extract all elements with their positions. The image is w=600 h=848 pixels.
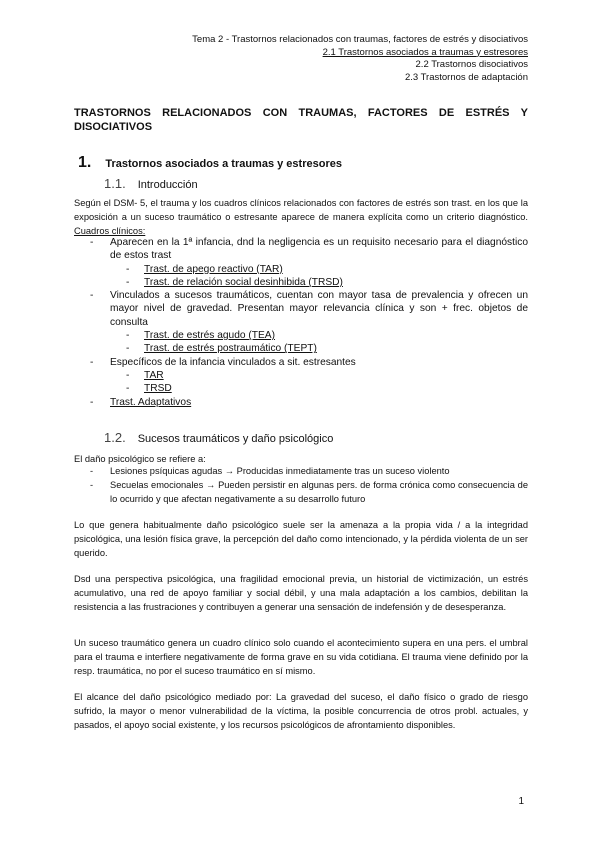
sub-list-item[interactable]: - Trast. de apego reactivo (TAR) — [90, 263, 528, 276]
sub-list-item[interactable]: - Trast. de estrés agudo (TEA) — [90, 329, 528, 342]
header-line-2[interactable]: 2.1 Trastornos asociados a traumas y estresores — [322, 46, 528, 58]
subsection-number: 1.2. — [104, 430, 126, 445]
header-line-4: 2.3 Trastornos de adaptación — [404, 71, 528, 83]
list-item: - Secuelas emocionales → Pueden persistir en algunas pers. de forma crónica como consecuencia de lo ocurrido y que afectan negativamente a su desarrollo futuro — [90, 478, 528, 506]
sub-list-item[interactable]: - Trast. de relación social desinhibida (TRSD) — [90, 276, 528, 289]
title-line-2: DISOCIATIVOS — [74, 121, 153, 133]
document-title — [74, 106, 528, 134]
page-header — [192, 34, 528, 84]
list-item: - Aparecen en la 1ª infancia, dnd la negligencia es un requisito necesario para el diagnóstico de estos trast — [90, 236, 528, 263]
sub-list-item[interactable]: - Trast. de estrés postraumático (TEPT) — [90, 342, 528, 355]
sub-list-item[interactable]: - TAR — [90, 369, 528, 382]
sub-list-item[interactable]: - TRSD — [90, 382, 528, 395]
header-line-3: 2.2 Trastornos disociativos — [415, 59, 528, 70]
list-item: - Específicos de la infancia vinculados a sit. estresantes — [90, 356, 528, 369]
page-number: 1 — [518, 796, 524, 807]
dano-list — [90, 464, 528, 506]
subsection-1-2-heading — [104, 430, 333, 445]
paragraph-3: Un suceso traumático genera un cuadro clínico solo cuando el acontecimiento supera en una pers. el umbral para el trauma e interfiere negativamente de forma grave en su vida cotidiana. El trauma viene definido por la resp. traumática, no por el suceso traumático en sí mismo. — [74, 638, 528, 676]
paragraph-1: Lo que genera habitualmente daño psicológico suele ser la amenaza a la propia vida / a la integridad psicológica, una lesión física grave, la percepción del daño como intencionado, y la pérdida violenta de un ser querido. — [74, 520, 528, 558]
header-line-1: Tema 2 - Trastornos relacionados con traumas, factores de estrés y disociativos — [192, 34, 528, 45]
intro-link[interactable]: Cuadros clínicos: — [74, 226, 146, 236]
dano-intro: El daño psicológico se refiere a: — [74, 454, 206, 464]
subsection-1-1-heading — [104, 176, 198, 191]
list-item[interactable]: - Trast. Adaptativos — [90, 396, 528, 409]
subsection-title: Introducción — [137, 179, 198, 191]
subsection-number: 1.1. — [104, 176, 126, 191]
section-1-heading — [78, 154, 342, 172]
title-line-1: TRASTORNOS RELACIONADOS CON TRAUMAS, FACTORES DE ESTRÉS Y — [74, 107, 528, 119]
intro-text: Según el DSM- 5, el trauma y los cuadros clínicos relacionados con factores de estrés son trast. en los que la exposición a un suceso traumático o estresante aparece de manera explícita como un criterio diagnóstico. — [74, 198, 528, 222]
section-number: 1. — [78, 154, 92, 171]
list-item: - Vinculados a sucesos traumáticos, cuentan con mayor tasa de prevalencia y ofrecen un mayor nivel de gravedad. Presentan mayor relevancia clínica y son + frec. objetos de consulta — [90, 289, 528, 329]
clinical-list — [90, 236, 528, 409]
paragraph-2: Dsd una perspectiva psicológica, una fragilidad emocional previa, un historial de victimización, un estrés acumulativo, una red de apoyo familiar y social débil, y una mala adaptación a los cambios, debilitan la resistencia a las frustraciones y contribuyen a generar una sensación de indefensión y de desesperanza. — [74, 574, 528, 612]
intro-paragraph — [74, 196, 528, 238]
list-item: - Lesiones psíquicas agudas → Producidas inmediatamente tras un suceso violento — [90, 464, 528, 478]
paragraph-4: El alcance del daño psicológico mediado por: La gravedad del suceso, el daño físico o grado de riesgo sufrido, la mayor o menor vulnerabilidad de la víctima, la posible concurrencia de otros probl. actuales, y pasados, el apoyo social existente, y los recursos psicológicos de afrontamiento disponibles. — [74, 692, 528, 730]
subsection-title: Sucesos traumáticos y daño psicológico — [137, 433, 334, 445]
section-title: Trastornos asociados a traumas y estresores — [105, 158, 342, 170]
